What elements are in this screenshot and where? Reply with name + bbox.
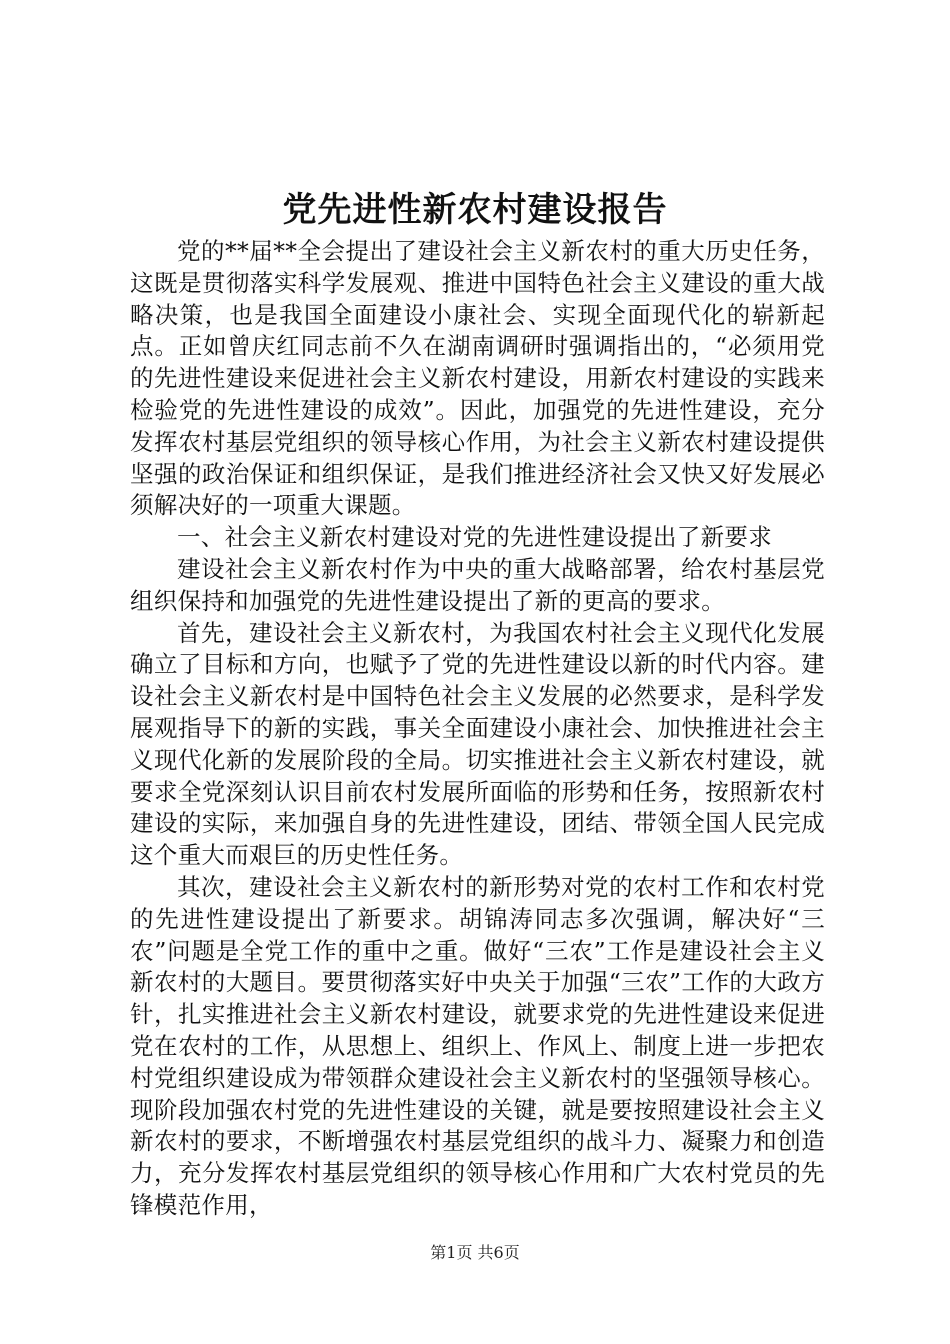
document-title: 党先进性新农村建设报告 xyxy=(282,190,668,230)
paragraph-first-point: 首先，建设社会主义新农村，为我国农村社会主义现代化发展确立了目标和方向，也赋予了党的先进性建设以新的时代内容。建设社会主义新农村是中国特色社会主义发展的必然要求，是科学发展观指导下的新的实践，事关全面建设小康社会、加快推进社会主义现代化新的发展阶段的全局。切实推进社会主义新农村建设，就要求全党深刻认识目前农村发展所面临的形势和任务，按照新农村建设的实际，来加强自身的先进性建设，团结、带领全国人民完成这个重大而艰巨的历史性任务。 xyxy=(130,618,825,870)
document-body xyxy=(130,236,825,1222)
paragraph-second-point: 其次，建设社会主义新农村的新形势对党的农村工作和农村党的先进性建设提出了新要求。胡锦涛同志多次强调，解决好“三农”问题是全党工作的重中之重。做好“三农”工作是建设社会主义新农村的大题目。要贯彻落实好中央关于加强“三农”工作的大政方针，扎实推进社会主义新农村建设，就要求党的先进性建设来促进党在农村的工作，从思想上、组织上、作风上、制度上进一步把农村党组织建设成为带领群众建设社会主义新农村的坚强领导核心。现阶段加强农村党的先进性建设的关键，就是要按照建设社会主义新农村的要求，不断增强农村基层党组织的战斗力、凝聚力和创造力，充分发挥农村基层党组织的领导核心作用和广大农村党员的先锋模范作用， xyxy=(130,872,825,1219)
paragraph-section-intro: 建设社会主义新农村作为中央的重大战略部署，给农村基层党组织保持和加强党的先进性建设提出了新的更高的要求。 xyxy=(130,554,825,615)
section-heading-1: 一、社会主义新农村建设对党的先进性建设提出了新要求 xyxy=(177,523,772,552)
page-footer: 第1页 共6页 xyxy=(430,1243,520,1262)
paragraph-intro: 党的**届**全会提出了建设社会主义新农村的重大历史任务，这既是贯彻落实科学发展观、推进中国特色社会主义建设的重大战略决策，也是我国全面建设小康社会、实现全面现代化的崭新起点。正如曾庆红同志前不久在湖南调研时强调指出的，“必须用党的先进性建设来促进社会主义新农村建设，用新农村建设的实践来检验党的先进性建设的成效”。因此，加强党的先进性建设，充分发挥农村基层党组织的领导核心作用，为社会主义新农村建设提供坚强的政治保证和组织保证，是我们推进经济社会又快又好发展必须解决好的一项重大课题。 xyxy=(130,237,825,520)
